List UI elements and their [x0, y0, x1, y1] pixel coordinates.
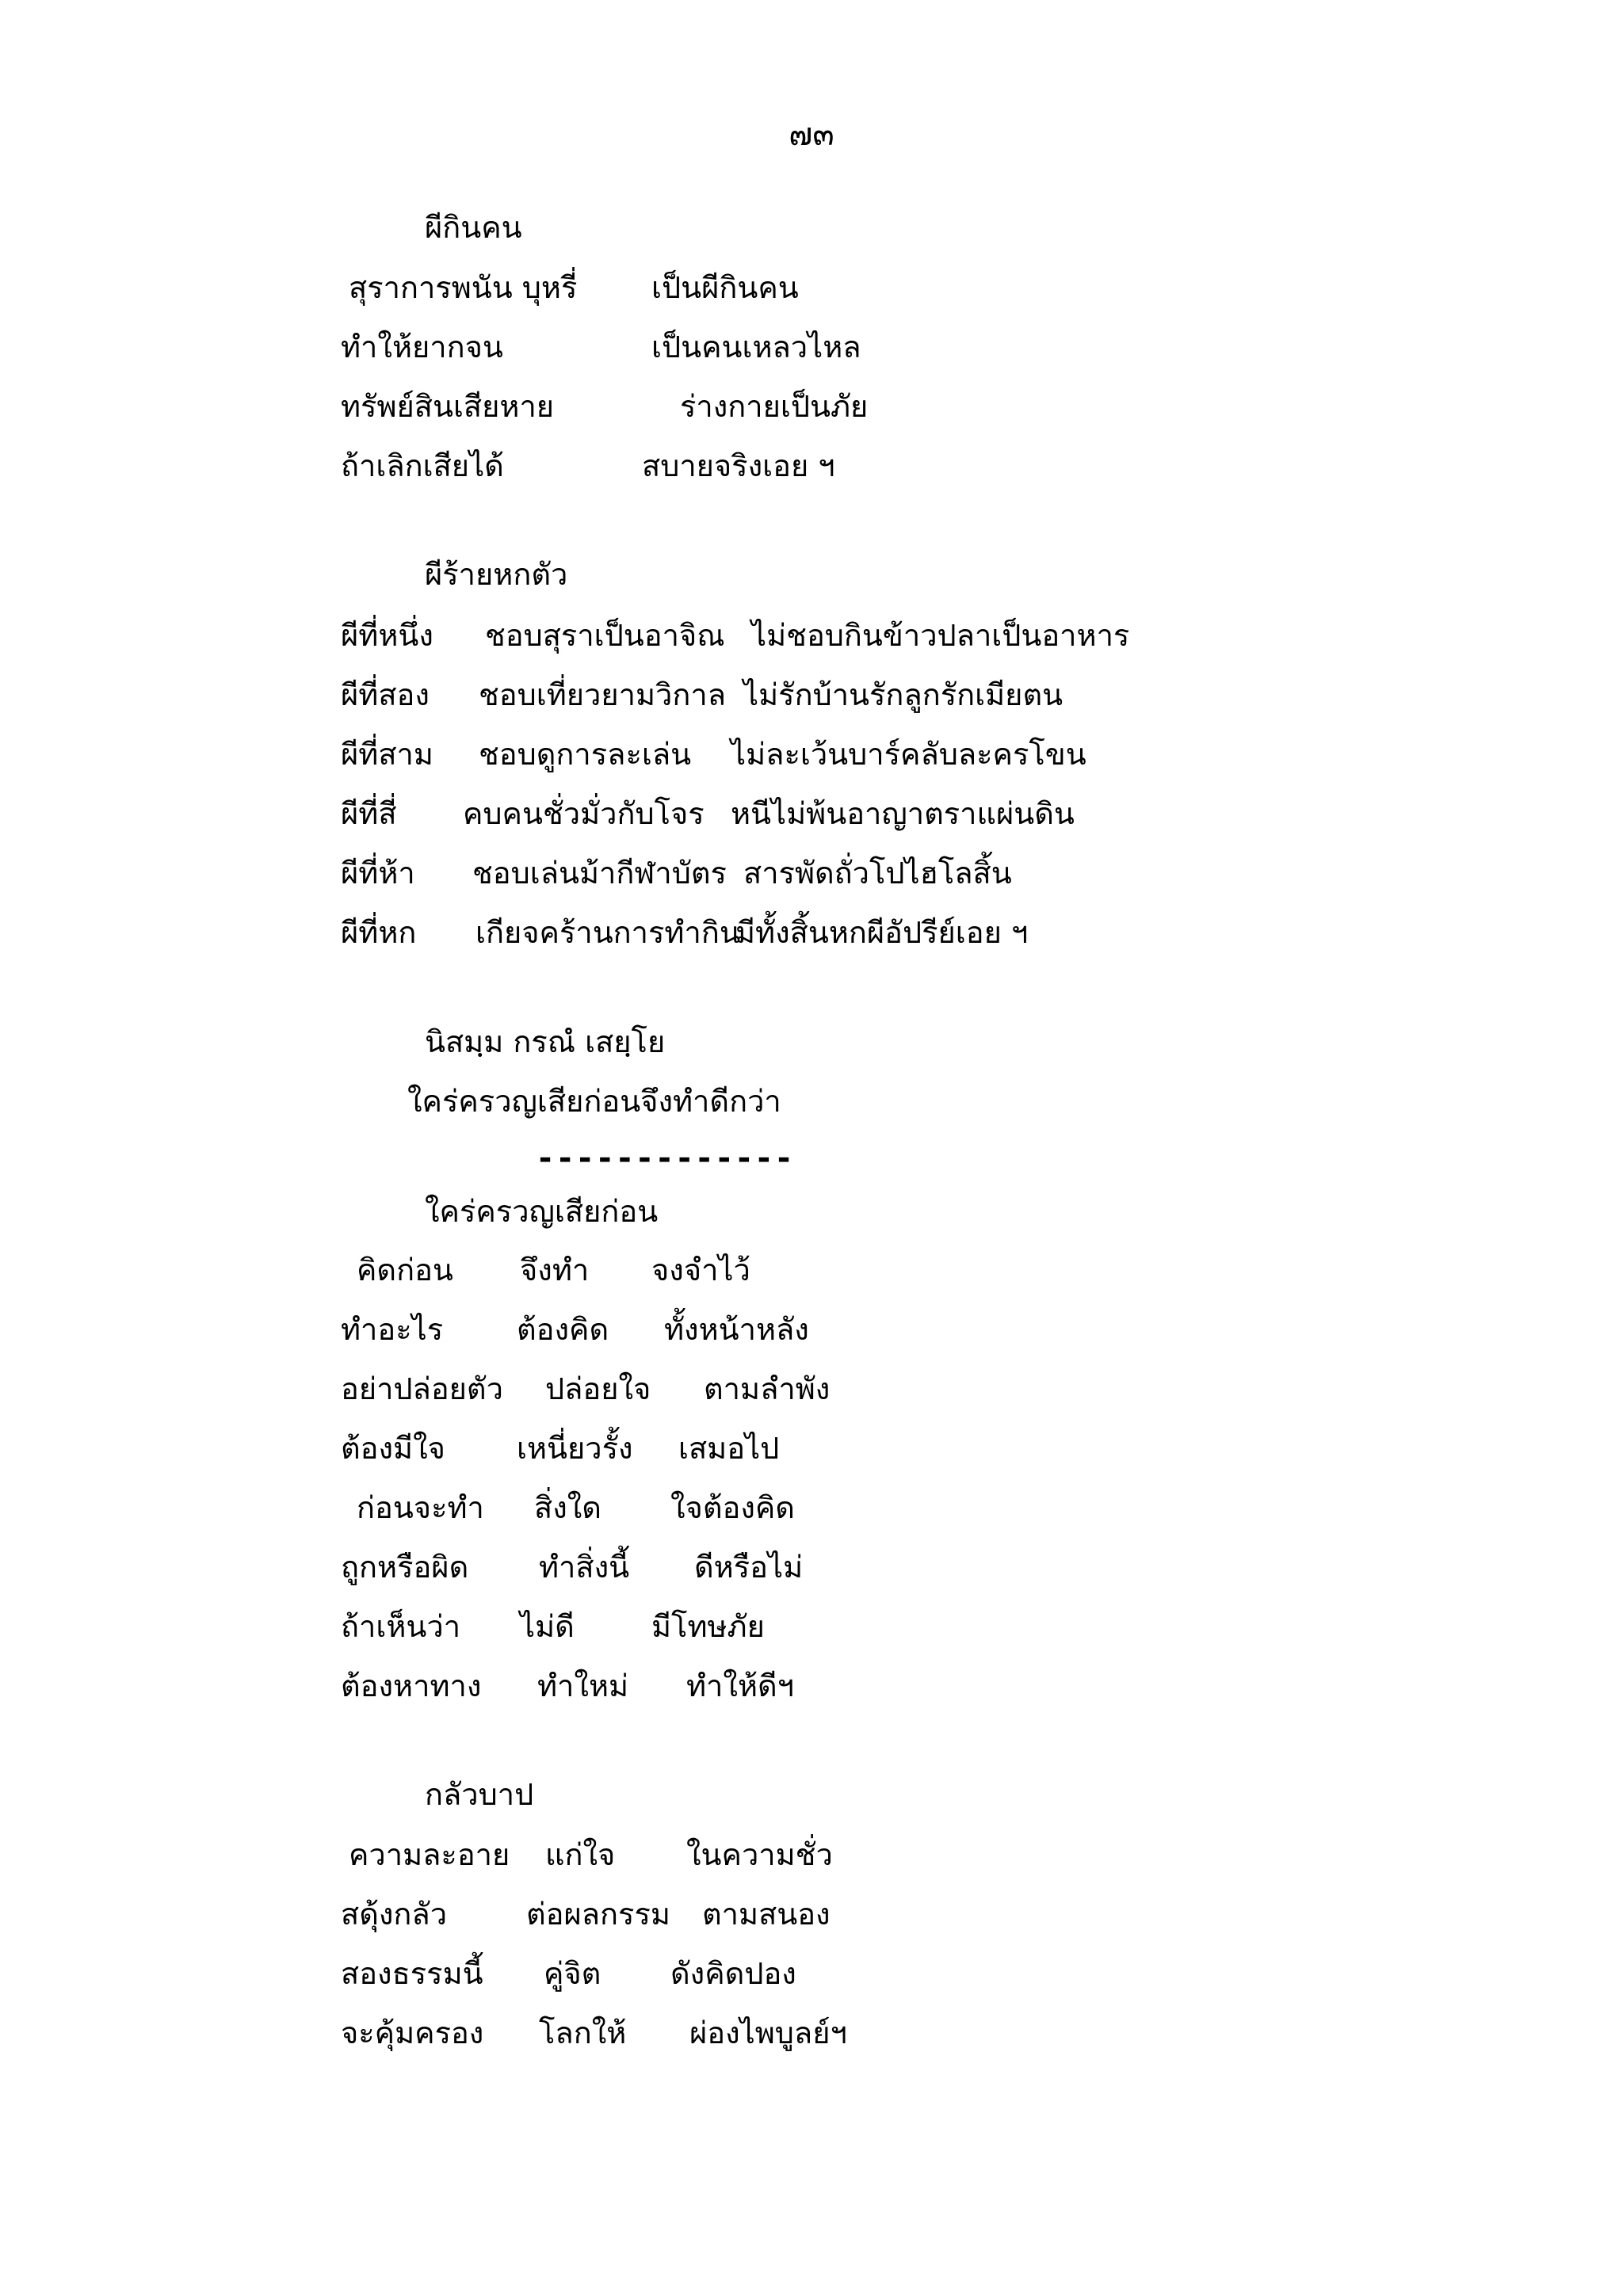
poem-line-col1: ผีที่หนึ่ง — [341, 618, 433, 653]
poem-line-right: ร่างกายเป็นภัย — [680, 389, 869, 424]
poem-line-col3: เสมอไป — [678, 1431, 780, 1466]
poem-line-col3: ไม่ชอบกินข้าวปลาเป็นอาหาร — [751, 618, 1130, 653]
poem-line-col3: มีทั้งสิ้นหกผีอัปรีย์เอย ฯ — [735, 915, 1029, 950]
poem-line — [0, 391, 1623, 431]
poem-title-phi-kin-khon: ผีกินคน — [425, 210, 522, 245]
poem-line — [0, 270, 1623, 312]
poem-line-col2: โลกให้ — [539, 2016, 627, 2050]
poem-line — [0, 858, 1623, 898]
poem-line — [0, 332, 1623, 372]
poem-line-col1: ความละอาย — [349, 1837, 510, 1872]
poem-line-left: ถ้าเลิกเสียได้ — [341, 448, 504, 483]
poem-line-col1: ผีที่สอง — [341, 677, 430, 712]
poem-line-col3: ผ่องไพบูลย์ฯ — [689, 2016, 847, 2050]
poem-line-col1: ก่อนจะทำ — [357, 1490, 484, 1525]
pali-translation: ใคร่ครวญเสียก่อนจึงทำดีกว่า — [407, 1084, 781, 1119]
poem-line — [0, 448, 1623, 490]
poem-line-col2: คู่จิต — [544, 1956, 601, 1991]
poem-line — [0, 1552, 1623, 1592]
poem-line-col1: ผีที่ห้า — [341, 856, 415, 891]
poem-line — [0, 739, 1623, 779]
poem-line-col1: ทำอะไร — [341, 1312, 444, 1347]
poem-line — [0, 2018, 1623, 2058]
poem-line-col3: สารพัดถั่วโปไฮโลสิ้น — [743, 856, 1012, 891]
poem-line — [0, 1837, 1623, 1879]
poem-line-col3: ไม่รักบ้านรักลูกรักเมียตน — [743, 677, 1064, 712]
poem-line — [0, 1371, 1623, 1413]
poem-line-col3: จงจำไว้ — [651, 1253, 750, 1287]
poem-line-col2: ชอบสุราเป็นอาจิณ — [485, 618, 725, 653]
poem-line-col2: ทำใหม่ — [537, 1669, 629, 1703]
poem-title-khrai-khruan: ใคร่ครวญเสียก่อน — [425, 1194, 659, 1229]
poem-line — [0, 1899, 1623, 1939]
poem-line-col1: ต้องมีใจ — [341, 1431, 445, 1466]
poem-line-right: สบายจริงเอย ฯ — [642, 448, 835, 483]
poem-line-col1: สดุ้งกลัว — [341, 1897, 448, 1932]
poem-line-col2: ชอบเที่ยวยามวิกาล — [479, 677, 726, 712]
poem-line-col3: ทั้งหน้าหลัง — [664, 1312, 809, 1347]
poem-line-col3: มีโทษภัย — [651, 1609, 765, 1644]
poem-title-klua-bap: กลัวบาป — [425, 1777, 534, 1812]
poem-line — [0, 1671, 1623, 1711]
poem-line-col2: เหนี่ยวรั้ง — [517, 1431, 633, 1466]
poem-line-col3: ดีหรือไม่ — [694, 1550, 804, 1585]
poem-line-col2: สิ่งใด — [534, 1490, 601, 1525]
poem-line — [0, 1958, 1623, 1998]
poem-line-col2: ชอบดูการละเล่น — [479, 737, 692, 772]
poem-line — [0, 1611, 1623, 1651]
poem-line-left: ทำให้ยากจน — [341, 330, 503, 364]
poem-line-col3: ตามสนอง — [702, 1897, 831, 1932]
poem-line-col1: ผีที่สี่ — [341, 796, 397, 831]
poem-line-col2: ต่อผลกรรม — [526, 1897, 670, 1932]
poem-line-col1: สองธรรมนี้ — [341, 1956, 483, 1991]
poem-line — [0, 1433, 1623, 1473]
poem-line — [0, 917, 1623, 957]
poem-line-col1: ผีที่หก — [341, 915, 417, 950]
poem-line — [0, 677, 1623, 719]
poem-line-col2: ชอบเล่นม้ากีฬาบัตร — [472, 856, 727, 891]
poem-line-left: สุราการพนัน บุหรี่ — [349, 270, 578, 305]
poem-line — [0, 1490, 1623, 1532]
poem-line-col3: ทำให้ดีฯ — [686, 1669, 795, 1703]
poem-line — [0, 620, 1623, 660]
poem-line-col3: ตามลำพัง — [704, 1371, 831, 1406]
poem-line-col1: คิดก่อน — [357, 1253, 453, 1287]
poem-line-col2: ต้องคิด — [517, 1312, 609, 1347]
page-number: ๗๓ — [789, 116, 834, 153]
poem-title-phi-rai-hok-tua: ผีร้ายหกตัว — [425, 557, 568, 592]
poem-line-right: เป็นคนเหลวไหล — [651, 330, 861, 364]
pali-verse: นิสมฺม กรณํ เสยฺโย — [425, 1024, 666, 1059]
poem-line-col2: จึงทำ — [520, 1253, 590, 1287]
poem-line-col1: ต้องหาทาง — [341, 1669, 482, 1703]
poem-line-col2: ไม่ดี — [520, 1609, 575, 1644]
poem-line-col3: ดังคิดปอง — [670, 1956, 796, 1991]
poem-line-col3: หนีไม่พ้นอาญาตราแผ่นดิน — [731, 796, 1075, 831]
poem-line-col2: ทำสิ่งนี้ — [539, 1550, 630, 1585]
poem-line-col1: ผีที่สาม — [341, 737, 433, 772]
separator-line: ------------- — [536, 1140, 795, 1177]
poem-line-col2: คบคนชั่วมั่วกับโจร — [463, 796, 705, 831]
poem-line-col1: ถูกหรือผิด — [341, 1550, 469, 1585]
poem-line — [0, 1255, 1623, 1295]
poem-line-col3: ในความชั่ว — [686, 1837, 833, 1872]
poem-line-col1: อย่าปล่อยตัว — [341, 1371, 503, 1406]
poem-line-col2: ปล่อยใจ — [545, 1371, 651, 1406]
poem-line-col1: ถ้าเห็นว่า — [341, 1609, 461, 1644]
poem-line-col1: จะคุ้มครอง — [341, 2016, 484, 2050]
poem-line — [0, 1314, 1623, 1354]
poem-line-col3: ไม่ละเว้นบาร์คลับละครโขน — [731, 737, 1086, 772]
poem-line-col3: ใจต้องคิด — [670, 1490, 795, 1525]
poem-line-col2: แก่ใจ — [545, 1837, 616, 1872]
poem-line-right: เป็นผีกินคน — [651, 270, 799, 305]
poem-line-col2: เกียจคร้านการทำกิน — [475, 915, 740, 950]
poem-line-left: ทรัพย์สินเสียหาย — [341, 389, 555, 424]
poem-line — [0, 796, 1623, 838]
